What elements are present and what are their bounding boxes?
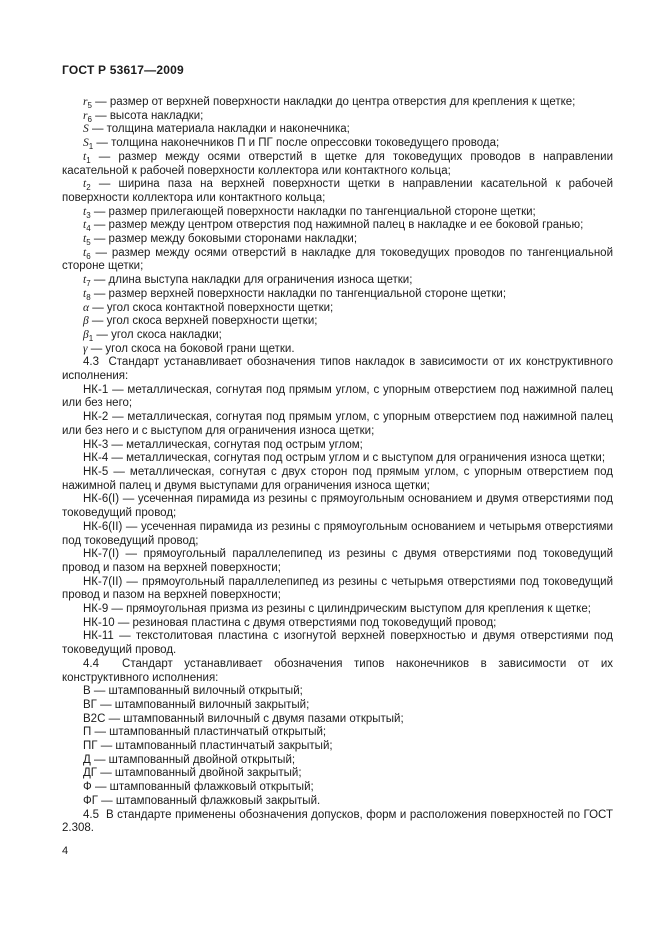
paragraph: $t_5$ — размер между боковыми сторонами накладки;: [83, 233, 358, 248]
paragraph: $t_7$ — длина выступа накладки для ограничения износа щетки;: [83, 274, 413, 289]
paragraph: ФГ — штампованный флажковый закрытый.: [83, 794, 321, 807]
paragraph: 4.5 В стандарте применены обозначения допусков, форм и расположения поверхностей по ГОСТ 2.308.: [62, 808, 613, 835]
variable-symbol: $t_6$: [83, 246, 91, 261]
paragraph: НК-9 — прямоугольная призма из резины с цилиндрическим выступом для крепления к щетке;: [83, 603, 591, 616]
paragraph: $t_6$ — размер между осями отверстий в накладке для токоведущих проводов по тангенциальной стороне щетки;: [62, 246, 613, 273]
variable-symbol: $t_5$: [83, 233, 91, 248]
paragraph: НК-5 — металлическая, согнутая с двух сторон под прямым углом, с упорным отверстием под нажимной палец и двумя выступами для ограничения износа щетки;: [62, 465, 613, 492]
standard-number: ГОСТ Р 53617—2009: [62, 63, 184, 77]
paragraph: $t_2$ — ширина паза на верхней поверхности щетки в направлении касательной к рабочей поверхности коллектора или контактного кольца;: [62, 178, 613, 204]
paragraph: НК-2 — металлическая, согнутая под прямым углом, с упорным отверстием под нажимной палец или без него и с выступом для ограничения износа щетки;: [62, 411, 613, 437]
paragraph: $r_6$ — высота накладки;: [83, 109, 204, 124]
paragraph: $t_8$ — размер верхней поверхности накладки по тангенциальной стороне щетки;: [83, 287, 507, 302]
document-body: [62, 96, 613, 836]
paragraph: НК-10 — резиновая пластина с двумя отверстиями под токоведущий провод;: [83, 616, 497, 629]
paragraph: $t_1$ — размер между осями отверстий в щетке для токоведущих проводов в направлении касательной к рабочей поверхности коллектора или контактного кольца;: [62, 150, 613, 177]
variable-symbol: γ: [83, 342, 88, 355]
paragraph: НК-7(I) — прямоугольный параллелепипед из резины с двумя отверстиями под токоведущий провод и пазом на верхней поверхности;: [62, 548, 613, 574]
paragraph: 4.3 Стандарт устанавливает обозначения типов накладок в зависимости от их конструктивного исполнения:: [62, 356, 613, 383]
variable-symbol: $t_1$: [83, 150, 91, 165]
paragraph: НК-11 — текстолитовая пластина с изогнутой верхней поверхностью и двумя отверстиями под токоведущий провод.: [62, 630, 613, 657]
variable-symbol: $t_3$: [83, 205, 91, 220]
paragraph: В — штампованный вилочный открытый;: [83, 685, 303, 698]
paragraph: α — угол скоса контактной поверхности щетки;: [83, 301, 334, 314]
paragraph: γ — угол скоса на боковой грани щетки.: [83, 342, 295, 355]
paragraph: НК-1 — металлическая, согнутая под прямым углом, с упорным отверстием под нажимной палец или без него;: [62, 383, 613, 410]
paragraph: S — толщина материала накладки и наконечника;: [83, 123, 350, 136]
paragraph: $t_4$ — размер между центром отверстия под нажимной палец в накладке и ее боковой гранью;: [83, 219, 584, 234]
variable-symbol: $t_8$: [83, 287, 91, 302]
paragraph: β — угол скоса верхней поверхности щетки;: [83, 315, 318, 328]
variable-symbol: S: [83, 123, 89, 136]
paragraph: $r_5$ — размер от верхней поверхности накладки до центра отверстия для крепления к щетке;: [83, 96, 576, 110]
paragraph: ПГ — штампованный пластинчатый закрытый;: [83, 740, 333, 753]
paragraph: ВГ — штампованный вилочный закрытый;: [83, 698, 310, 711]
paragraph: НК-6(II) — усеченная пирамида из резины с прямоугольным основанием и четырьмя отверстиями под токоведущий провод;: [62, 520, 613, 547]
paragraph: 4.4 Стандарт устанавливает обозначения типов наконечников в зависимости от их конструктивного исполнения:: [62, 657, 613, 684]
variable-symbol: $t_4$: [83, 219, 91, 234]
variable-symbol: $t_7$: [83, 274, 91, 289]
paragraph: П — штампованный пластинчатый открытый;: [83, 726, 327, 739]
variable-symbol: $r_5$: [83, 96, 92, 110]
variable-symbol: $\beta_1$: [83, 328, 94, 343]
paragraph: $\beta_1$ — угол скоса накладки;: [83, 328, 222, 343]
paragraph: Ф — штампованный флажковый открытый;: [83, 781, 314, 794]
variable-symbol: $r_6$: [83, 109, 92, 124]
page-footer: [62, 845, 68, 857]
paragraph: ДГ — штампованный двойной закрытый;: [83, 767, 302, 780]
paragraph: $t_3$ — размер прилегающей поверхности накладки по тангенциальной стороне щетки;: [83, 205, 536, 220]
variable-symbol: $S_1$: [83, 137, 94, 152]
page-number: 4: [62, 845, 69, 857]
paragraph: НК-4 — металлическая, согнутая под острым углом и с выступом для ограничения износа щетки;: [83, 452, 606, 465]
paragraph: НК-6(I) — усеченная пирамида из резины с прямоугольным основанием и двумя отверстиями под токоведущий провод;: [62, 493, 613, 520]
page-header: [62, 63, 184, 77]
paragraph: В2С — штампованный вилочный с двумя пазами открытый;: [83, 712, 404, 725]
paragraph: НК-7(II) — прямоугольный параллелепипед из резины с четырьмя отверстиями под токоведущий провод и пазом на верхней поверхности;: [62, 575, 613, 602]
variable-symbol: $t_2$: [83, 178, 91, 193]
paragraph: Д — штампованный двойной открытый;: [83, 753, 296, 766]
variable-symbol: α: [83, 301, 90, 314]
paragraph: НК-3 — металлическая, согнутая под острым углом;: [83, 438, 363, 451]
variable-symbol: β: [83, 315, 89, 328]
paragraph: $S_1$ — толщина наконечников П и ПГ после опрессовки токоведущего провода;: [83, 137, 500, 152]
